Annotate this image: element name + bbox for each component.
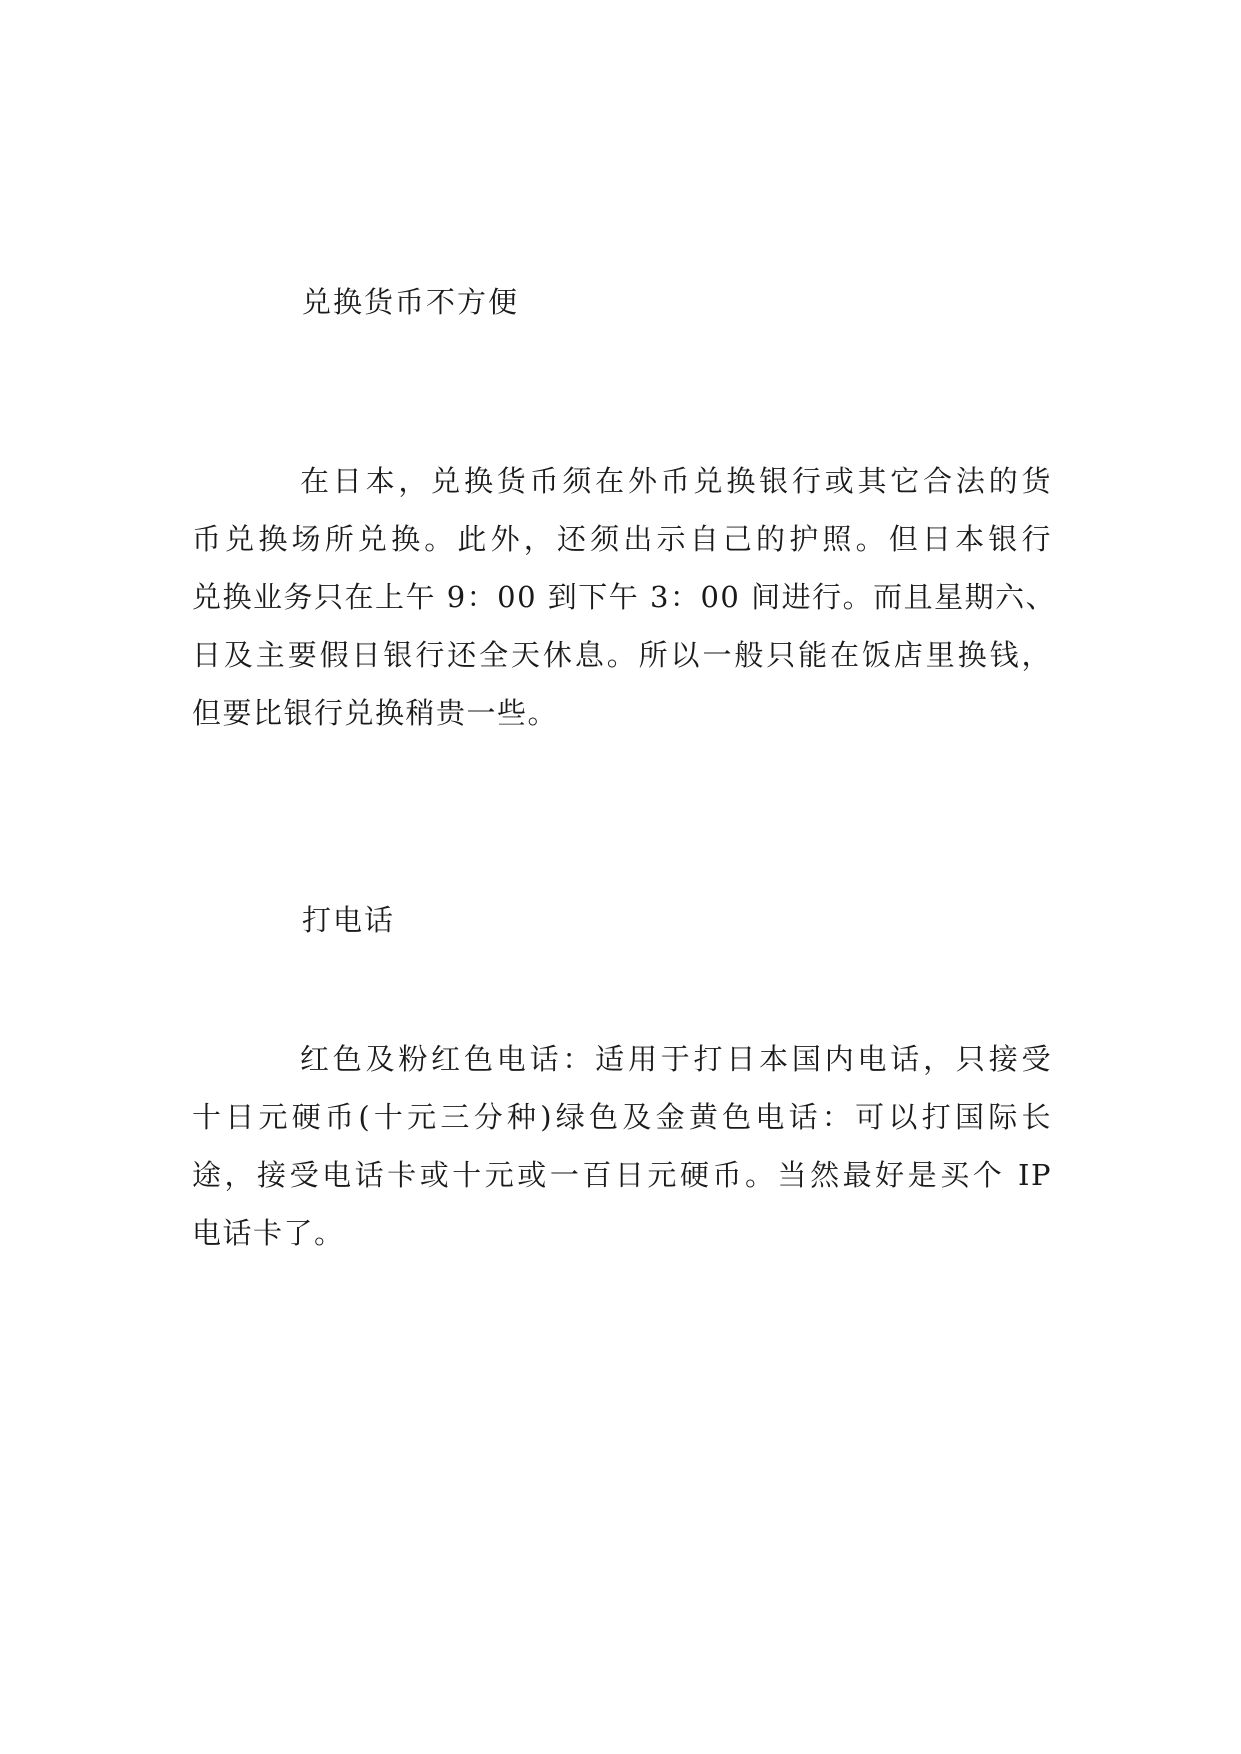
paragraph-line: 红色及粉红色电话：适用于打日本国内电话，只接受 <box>300 1042 1052 1076</box>
paragraph-currency-exchange <box>192 452 1057 742</box>
paragraph-line: 日及主要假日银行还全天休息。所以一般只能在饭店里换钱， <box>192 638 1052 672</box>
paragraph-line: 十日元硬币(十元三分种)绿色及金黄色电话：可以打国际长 <box>192 1100 1052 1134</box>
section-heading-currency-exchange: 兑换货币不方便 <box>302 285 520 319</box>
paragraph-phone-calls <box>192 1030 1052 1262</box>
paragraph-line: 在日本，兑换货币须在外币兑换银行或其它合法的货 <box>300 464 1052 498</box>
paragraph-line: 兑换业务只在上午 9：00 到下午 3：00 间进行。而且星期六、 <box>192 580 1057 614</box>
paragraph-line: 电话卡了。 <box>192 1216 345 1250</box>
paragraph-line: 币兑换场所兑换。此外，还须出示自己的护照。但日本银行 <box>192 522 1052 556</box>
paragraph-line: 但要比银行兑换稍贵一些。 <box>192 696 559 730</box>
paragraph-line: 途，接受电话卡或十元或一百日元硬币。当然最好是买个 IP <box>192 1158 1052 1192</box>
section-heading-phone-calls: 打电话 <box>302 903 396 937</box>
